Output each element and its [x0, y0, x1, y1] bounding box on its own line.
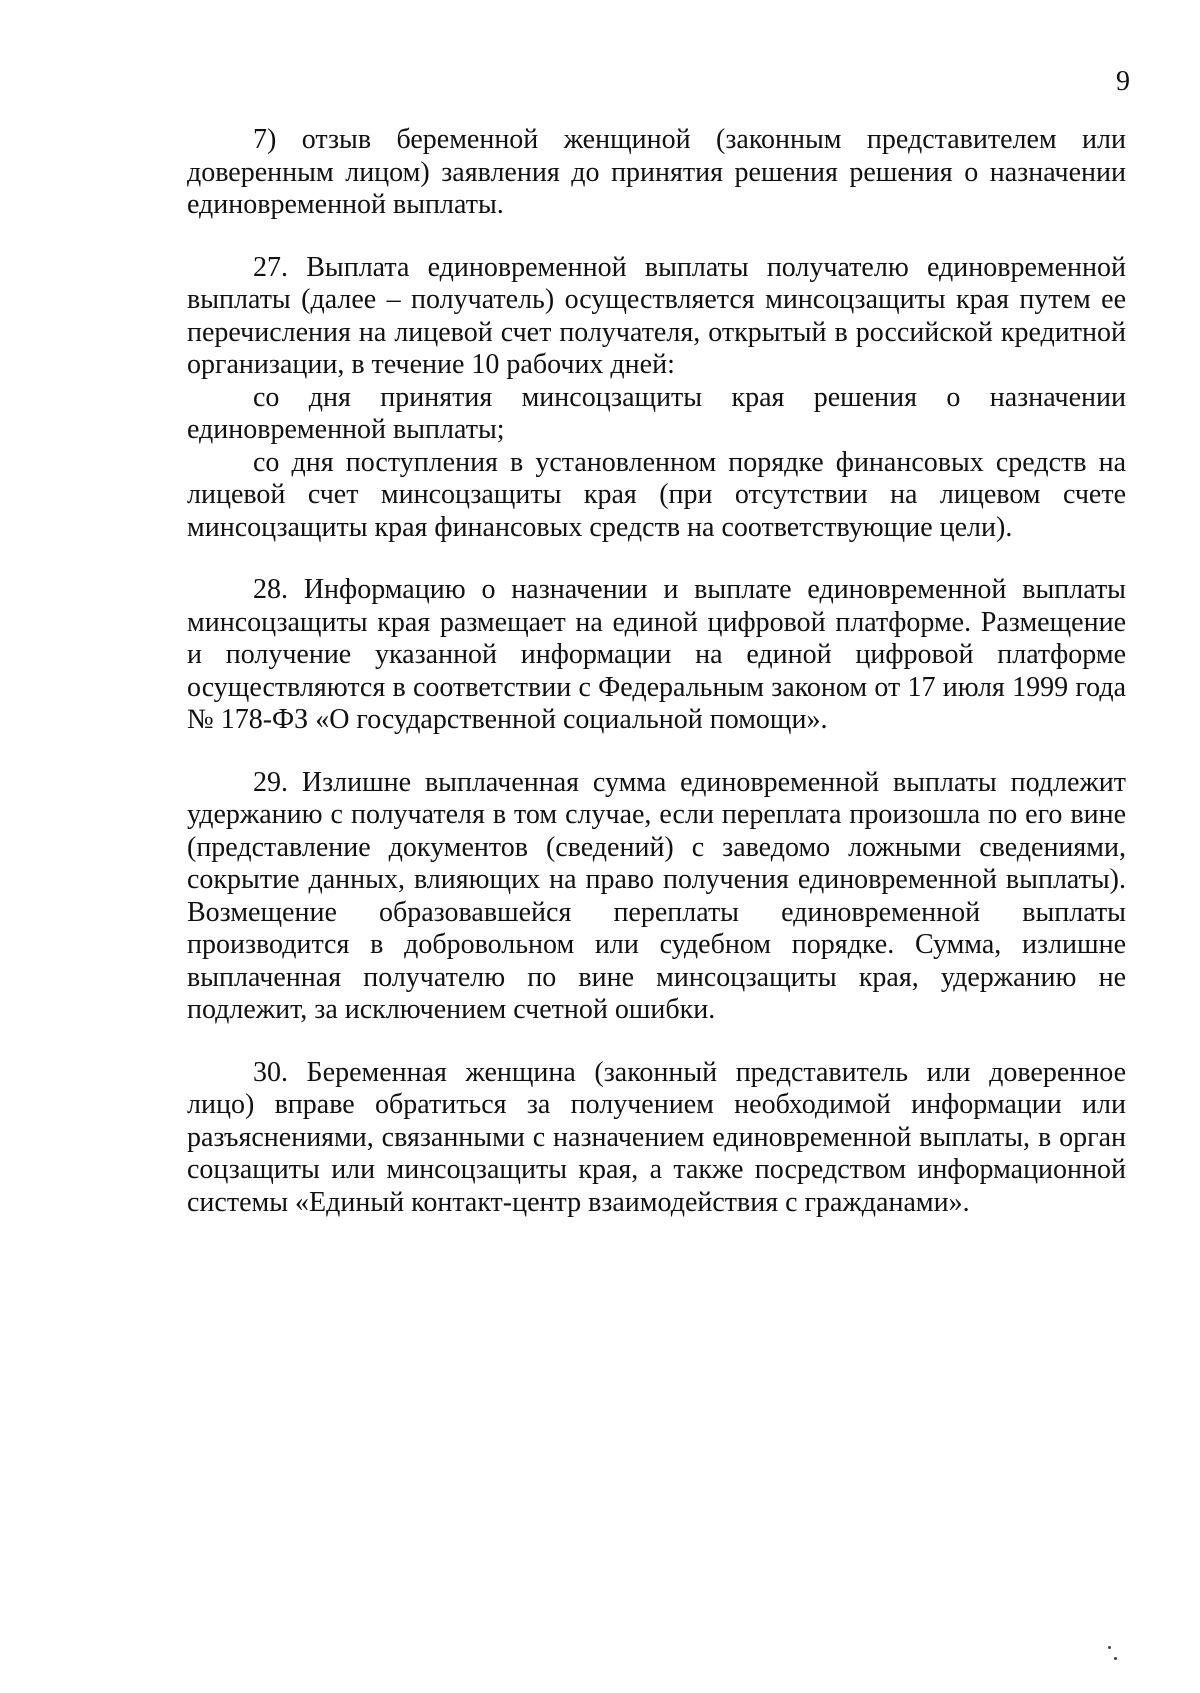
paragraph-27-option-1: со дня принятия минсоцзащиты края решения о назначении единовременной выплаты;: [187, 381, 1126, 445]
paragraph-28: 28. Информацию о назначении и выплате единовременной выплаты минсоцзащиты края размещает на единой цифровой платформе. Размещение и получение указанной информации на единой цифровой платформе осуществляются в соответствии с Федеральным законом от 17 июля 1999 года № 178-ФЗ «О государственной социальной помощи».: [187, 574, 1126, 735]
paragraph-27: 27. Выплата единовременной выплаты получателю единовременной выплаты (далее – получатель) осуществляется минсоцзащиты края путем ее перечисления на лицевой счет получателя, открытый в российской кредитной организации, в течение 10 рабочих дней:: [187, 251, 1126, 380]
paragraph-item-7: 7) отзыв беременной женщиной (законным представителем или доверенным лицом) заявления до принятия решения решения о назначении единовременной выплаты.: [187, 124, 1126, 220]
document-body: [187, 124, 1126, 1219]
scan-speck: [1114, 1657, 1117, 1660]
paragraph-27-option-2: со дня поступления в установленном порядке финансовых средств на лицевой счет минсоцзащиты края (при отсутствии на лицевом счете минсоцзащиты края финансовых средств на соответствующие цели).: [187, 446, 1126, 543]
scan-speck: [1108, 1646, 1111, 1649]
page-number: 9: [1116, 66, 1130, 97]
paragraph-30: 30. Беременная женщина (законный представитель или доверенное лицо) вправе обратиться за получением необходимой информации или разъяснениями, связанными с назначением единовременной выплаты, в орган соцзащиты или минсоцзащиты края, а также посредством информационной системы «Единый контакт-центр взаимодействия с гражданами».: [187, 1056, 1126, 1218]
paragraph-29: 29. Излишне выплаченная сумма единовременной выплаты подлежит удержанию с получателя в том случае, если переплата произошла по его вине (представление документов (сведений) с заведомо ложными сведениями, сокрытие данных, влияющих на право получения единовременной выплаты). Возмещение образовавшейся переплаты единовременной выплаты производится в добровольном или судебном порядке. Сумма, излишне выплаченная получателю по вине минсоцзащиты края, удержанию не подлежит, за исключением счетной ошибки.: [187, 766, 1126, 1025]
